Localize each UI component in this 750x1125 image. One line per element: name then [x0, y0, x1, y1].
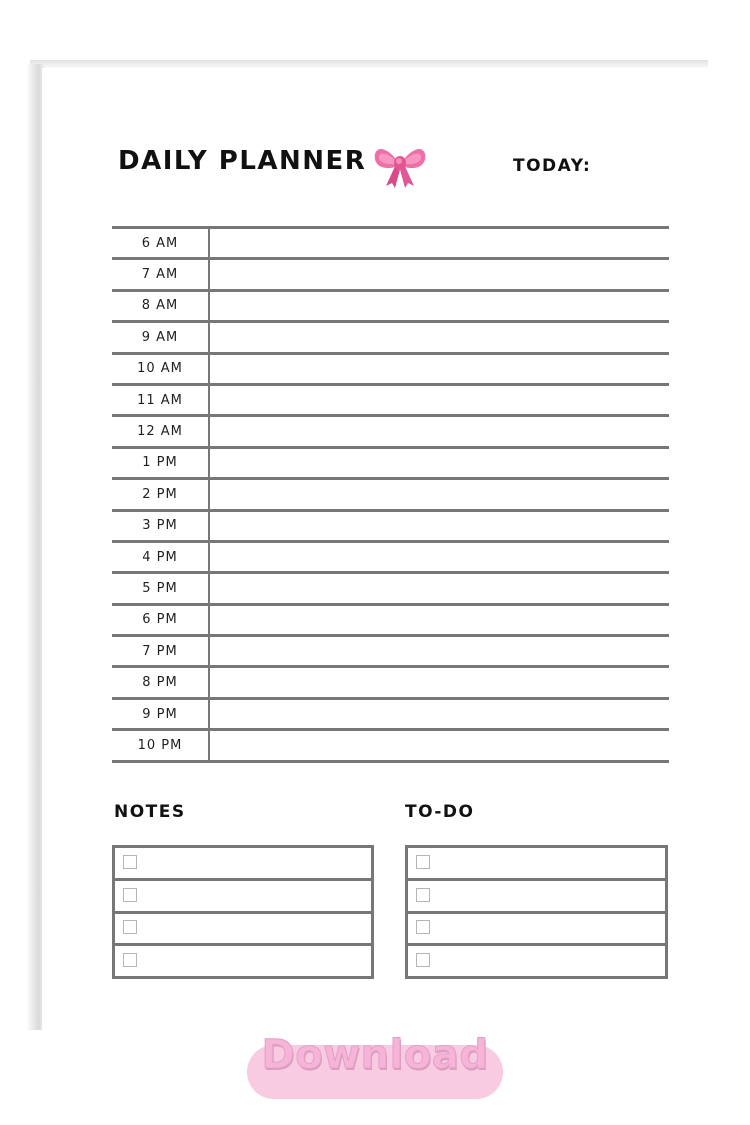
time-entry-field[interactable] [210, 260, 669, 288]
schedule-row [112, 257, 669, 288]
today-label: TODAY: [513, 156, 592, 176]
schedule-row [112, 665, 669, 696]
notes-box [112, 845, 374, 979]
todo-checkbox[interactable] [416, 953, 430, 967]
todo-row[interactable] [408, 946, 665, 976]
time-entry-field[interactable] [210, 355, 669, 383]
time-entry-field[interactable] [210, 449, 669, 477]
time-entry-field[interactable] [210, 668, 669, 696]
time-label: 8 PM [112, 668, 210, 696]
time-entry-field[interactable] [210, 574, 669, 602]
notes-row[interactable] [115, 914, 371, 947]
time-label: 2 PM [112, 480, 210, 508]
time-label: 7 AM [112, 260, 210, 288]
time-label: 6 PM [112, 606, 210, 634]
time-entry-field[interactable] [210, 512, 669, 540]
page-title: DAILY PLANNER [118, 146, 367, 176]
notes-checkbox[interactable] [123, 920, 137, 934]
time-label: 11 AM [112, 386, 210, 414]
schedule-row [112, 352, 669, 383]
time-label: 7 PM [112, 637, 210, 665]
schedule-row [112, 320, 669, 351]
notes-row[interactable] [115, 946, 371, 976]
time-label: 9 PM [112, 700, 210, 728]
schedule-row [112, 728, 669, 759]
time-label: 6 AM [112, 229, 210, 257]
todo-box [405, 845, 668, 979]
time-label: 4 PM [112, 543, 210, 571]
todo-checkbox[interactable] [416, 920, 430, 934]
schedule-row [112, 289, 669, 320]
schedule-row [112, 414, 669, 445]
notes-checkbox[interactable] [123, 888, 137, 902]
time-label: 9 AM [112, 323, 210, 351]
download-button-label[interactable]: Download [261, 1032, 489, 1078]
todo-title: TO-DO [405, 802, 475, 822]
time-label: 1 PM [112, 449, 210, 477]
notes-row[interactable] [115, 848, 371, 881]
schedule-row [112, 383, 669, 414]
todo-row[interactable] [408, 848, 665, 881]
time-label: 5 PM [112, 574, 210, 602]
todo-row[interactable] [408, 914, 665, 947]
time-label: 3 PM [112, 512, 210, 540]
time-entry-field[interactable] [210, 606, 669, 634]
time-label: 10 AM [112, 355, 210, 383]
schedule-row [112, 446, 669, 477]
schedule-row [112, 634, 669, 665]
time-label: 12 AM [112, 417, 210, 445]
time-label: 8 AM [112, 292, 210, 320]
bow-icon [372, 142, 428, 190]
time-entry-field[interactable] [210, 543, 669, 571]
schedule-grid [112, 226, 669, 763]
time-entry-field[interactable] [210, 229, 669, 257]
time-entry-field[interactable] [210, 480, 669, 508]
schedule-row [112, 540, 669, 571]
time-entry-field[interactable] [210, 292, 669, 320]
schedule-row [112, 571, 669, 602]
todo-row[interactable] [408, 881, 665, 914]
schedule-row [112, 226, 669, 257]
notes-checkbox[interactable] [123, 855, 137, 869]
time-entry-field[interactable] [210, 323, 669, 351]
time-entry-field[interactable] [210, 637, 669, 665]
time-entry-field[interactable] [210, 700, 669, 728]
time-entry-field[interactable] [210, 417, 669, 445]
schedule-row [112, 603, 669, 634]
todo-checkbox[interactable] [416, 855, 430, 869]
schedule-row [112, 697, 669, 728]
todo-checkbox[interactable] [416, 888, 430, 902]
time-label: 10 PM [112, 731, 210, 759]
schedule-row [112, 477, 669, 508]
notes-row[interactable] [115, 881, 371, 914]
notes-title: NOTES [114, 802, 186, 822]
schedule-row [112, 509, 669, 540]
schedule-bottom-rule [112, 760, 669, 763]
time-entry-field[interactable] [210, 731, 669, 759]
notes-checkbox[interactable] [123, 953, 137, 967]
time-entry-field[interactable] [210, 386, 669, 414]
